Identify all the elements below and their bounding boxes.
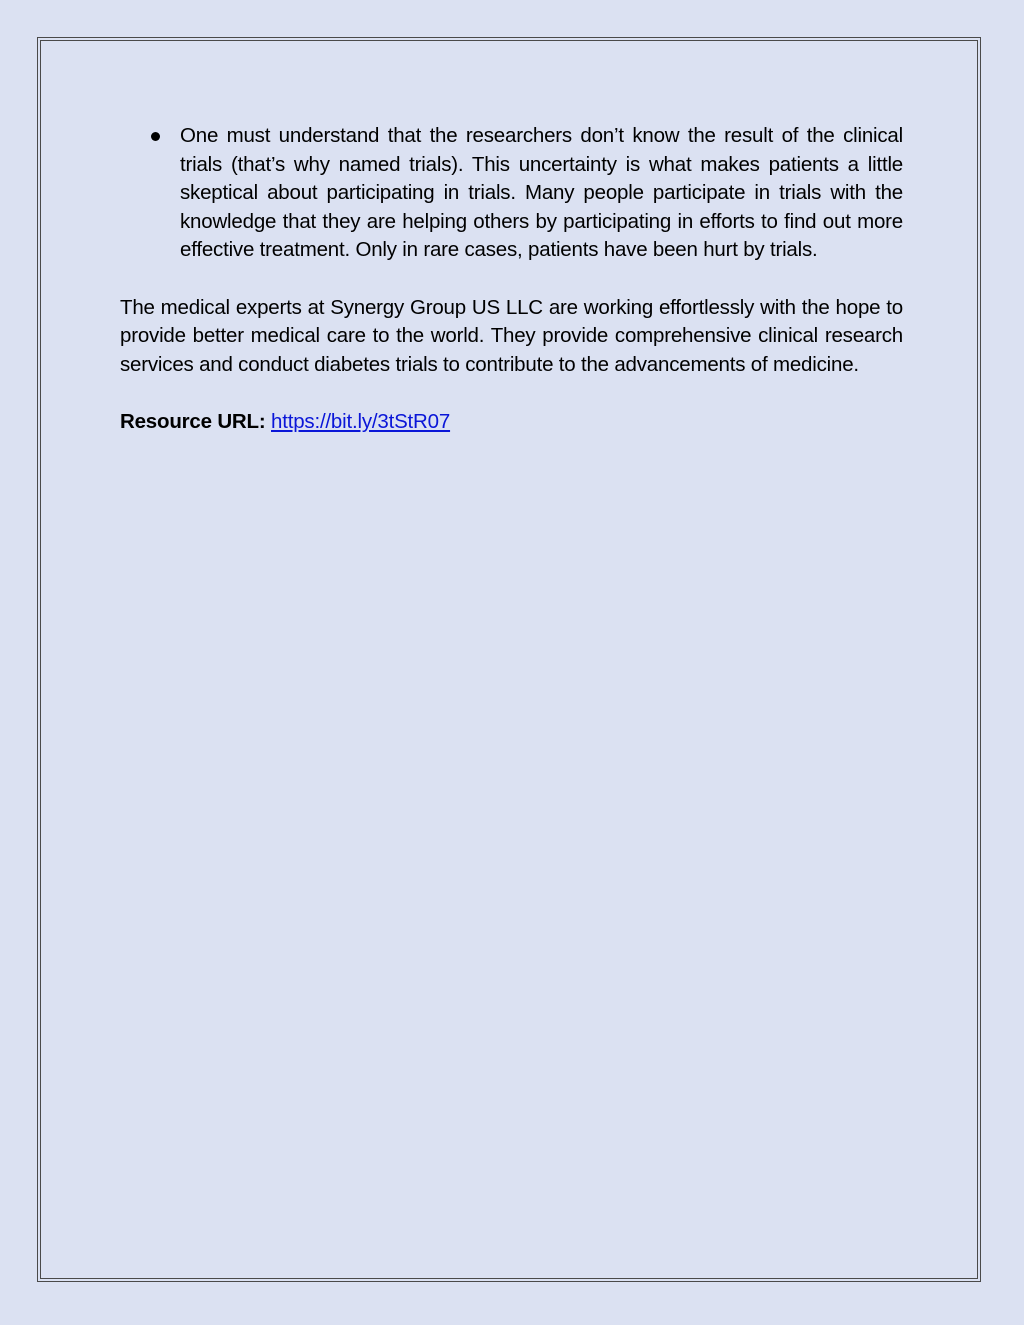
bullet-list-item <box>120 122 903 265</box>
resource-line <box>120 408 903 437</box>
resource-link[interactable]: https://bit.ly/3tStR07 <box>271 409 451 433</box>
document-content <box>120 122 903 437</box>
bullet-text: One must understand that the researchers don’t know the result of the clinical trials (that’s why named trials). This uncertainty is what makes patients a little skeptical about participating in trials. Many people participate in trials with the knowledge that they are helping others by participating in efforts to find out more effective treatment. Only in rare cases, patients have been hurt by trials. <box>180 124 903 262</box>
resource-label: Resource URL: <box>120 409 266 433</box>
body-paragraph: The medical experts at Synergy Group US LLC are working effortlessly with the hope to provide better medical care to the world. They provide comprehensive clinical research services and conduct diabetes trials to contribute to the advancements of medicine. <box>120 295 903 376</box>
bullet-icon <box>120 122 180 151</box>
